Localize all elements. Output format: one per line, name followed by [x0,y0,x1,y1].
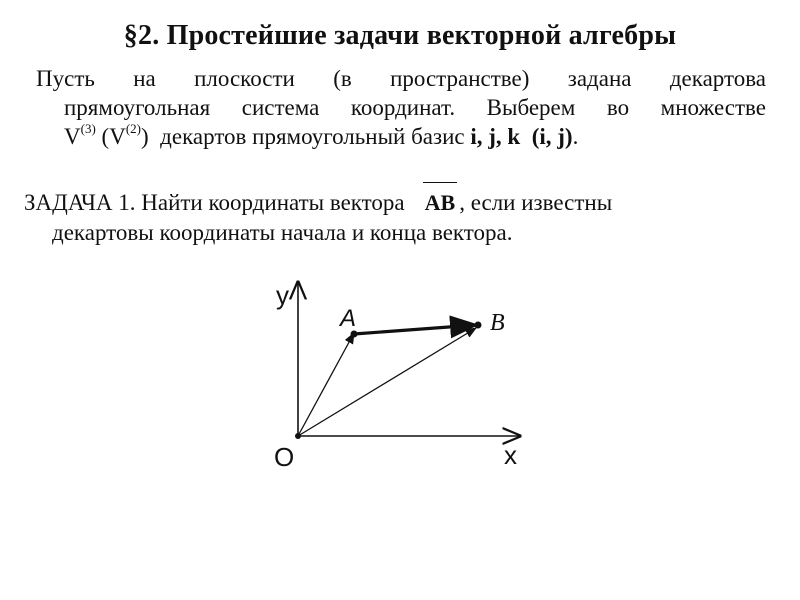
sentence-end: . [572,124,579,149]
point-b [475,322,482,329]
task-continuation: , если известны [459,190,613,215]
v3-symbol: V [64,124,81,149]
v3-superscript: (3) [80,121,96,137]
task-line-2: декартовы координаты начала и конца вектора. [52,220,513,245]
vector-ob [298,328,476,436]
task-label: ЗАДАЧА 1. Найти координаты вектора [24,190,405,215]
intro-line-2: прямоугольная система координат. Выберем во множестве [64,95,766,120]
basis-ij: (i, j) [531,124,573,149]
basis-ijk: i, j, k [470,124,521,149]
origin-point [295,433,301,439]
axis-x-label: x [504,440,517,470]
vector-ab [354,325,476,334]
basis-text: декартов прямоугольный базис [148,124,471,149]
vector-ab-symbol: AB [425,188,456,218]
page-title: §2. Простейшие задачи векторной алгебры [123,20,677,51]
intro-line-1: Пусть на плоскости (в пространстве) задана декартова [36,66,766,91]
v2-close: ) [141,124,149,149]
v2-superscript: (2) [125,121,141,137]
point-b-label: B [490,310,505,336]
v2-open: (V [95,124,126,149]
point-a-label: A [340,305,357,332]
axis-y-label: y [276,280,289,310]
vector-oa [298,333,354,436]
origin-label: O [274,442,295,472]
